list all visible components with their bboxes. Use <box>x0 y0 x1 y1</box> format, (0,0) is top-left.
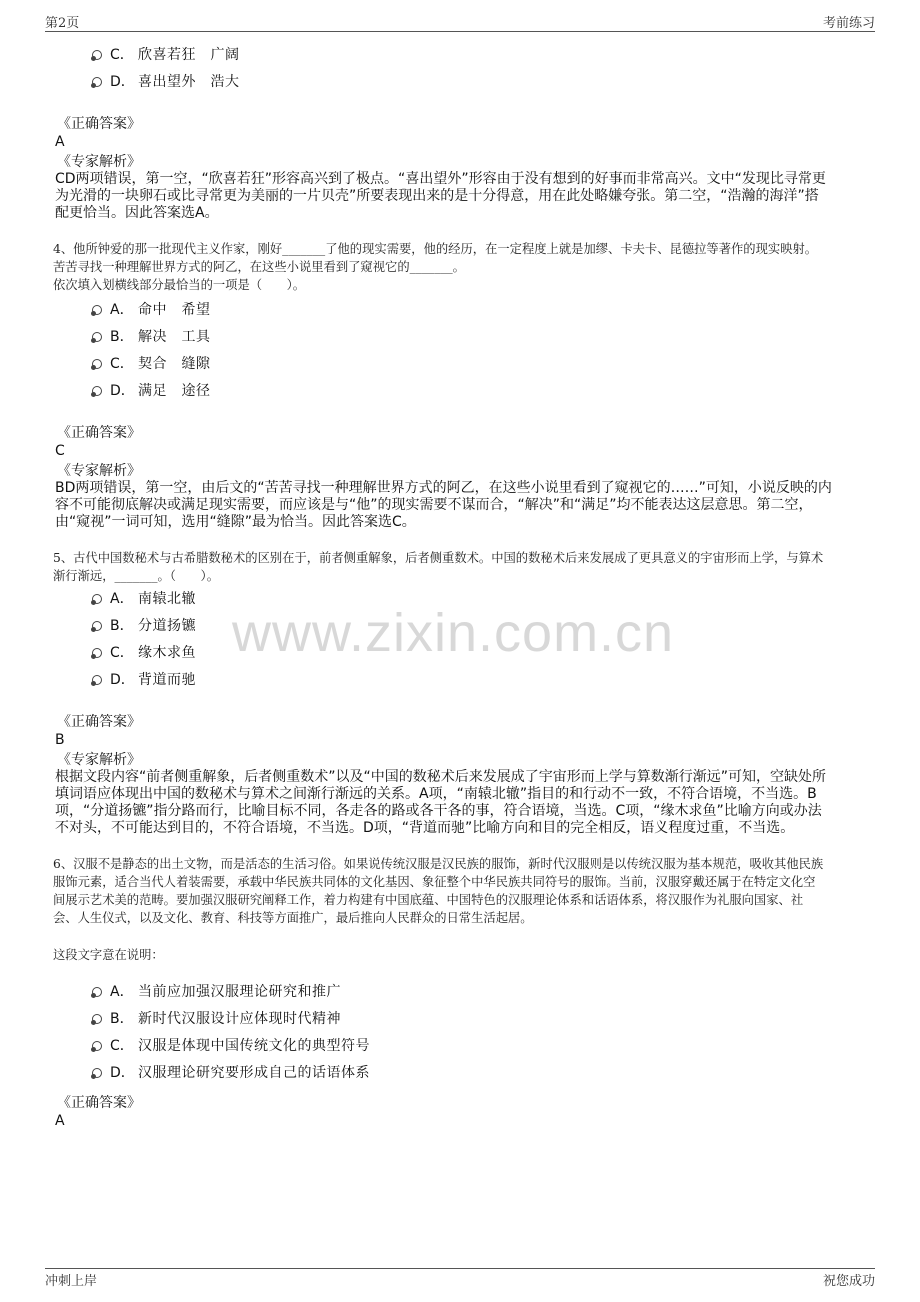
analysis-line: 容不可能彻底解决或满足现实需要，而应该是与“他”的现实需要不谋而合，“解决”和“满足”均不能表达这层意思。第二空， <box>55 497 813 513</box>
analysis-line: 项，“分道扬镳”指分路而行，比喻目标不同，各走各的路或各干各的事，符合语境，当选。C项，“缘木求鱼”比喻方向或办法 <box>55 803 822 819</box>
analysis-line: 不对头，不可能达到目的，不符合语境，不当选。D项，“背道而驰”比喻方向和目的完全相反，语义程度过重，不当选。 <box>55 820 795 836</box>
stem-line: 渐行渐远，_______。（ ）。 <box>53 569 220 583</box>
radio-icon[interactable] <box>92 1014 102 1024</box>
option-q5-c[interactable] <box>92 643 196 663</box>
radio-icon[interactable] <box>92 987 102 997</box>
radio-icon[interactable] <box>92 648 102 658</box>
option-q4-a[interactable] <box>92 300 211 320</box>
footer-left-text: 冲刺上岸 <box>45 1274 98 1289</box>
prompt-line: 这段文字意在说明： <box>53 948 164 962</box>
option-text: 背道而驰 <box>138 672 196 688</box>
option-q6-b[interactable] <box>92 1009 341 1029</box>
stem-line: 依次填入划横线部分最恰当的一项是（ ）。 <box>53 278 306 292</box>
option-text: 新时代汉服设计应体现时代精神 <box>138 1011 341 1027</box>
option-text: 分道扬镳 <box>138 618 196 634</box>
analysis-label: 《专家解析》 <box>57 463 141 479</box>
option-q6-a[interactable] <box>92 982 341 1002</box>
stem-line: 服饰元素，适合当代人着装需要，承载中华民族共同体的文化基因、象征整个中华民族共同符号的服饰。当前，汉服穿戴还属于在特定文化空 <box>53 875 816 889</box>
stem-line: 苦苦寻找一种理解世界方式的阿乙，在这些小说里看到了窥视它的_______。 <box>53 260 465 274</box>
analysis-text <box>55 171 867 222</box>
analysis-line: 根据文段内容“前者侧重解象，后者侧重数术”以及“中国的数秘术后来发展成了宇宙形而上学与算数渐行渐远”可知，空缺处所 <box>55 769 827 785</box>
radio-icon[interactable] <box>92 1068 102 1078</box>
option-text: 当前应加强汉服理论研究和推广 <box>138 984 341 1000</box>
answer-value: C <box>55 443 65 459</box>
option-q4-d[interactable] <box>92 381 211 401</box>
option-q6-c[interactable] <box>92 1036 370 1056</box>
question-6-stem <box>53 855 868 927</box>
stem-line: 间展示艺术美的范畴。要加强汉服研究阐释工作，着力构建有中国底蕴、中国特色的汉服理论体系和话语体系，将汉服作为礼服向国家、社 <box>53 893 804 907</box>
header-divider <box>45 31 875 32</box>
analysis-line: 由“窥视”一词可知，选用“缝隙”最为恰当。因此答案选C。 <box>55 514 416 530</box>
stem-line: 4、他所钟爱的那一批现代主义作家，刚好_______了他的现实需要，他的经历，在一定程度上就是加缪、卡夫卡、昆德拉等著作的现实映射。 <box>53 242 818 256</box>
option-q5-a[interactable] <box>92 589 196 609</box>
radio-icon[interactable] <box>92 50 102 60</box>
question-4-stem <box>53 240 868 294</box>
answer-label: 《正确答案》 <box>57 425 141 441</box>
analysis-line: CD两项错误，第一空，“欣喜若狂”形容高兴到了极点。“喜出望外”形容由于没有想到的好事而非常高兴。文中“发现比寻常更 <box>55 171 826 187</box>
option-text: 南辕北辙 <box>138 591 196 607</box>
option-q5-d[interactable] <box>92 670 196 690</box>
page-footer <box>45 1270 875 1290</box>
radio-icon[interactable] <box>92 594 102 604</box>
option-text: 汉服理论研究要形成自己的话语体系 <box>138 1065 370 1081</box>
analysis-text <box>55 769 867 837</box>
option-letter: C． <box>110 645 134 661</box>
answer-label: 《正确答案》 <box>57 1095 141 1111</box>
option-q3-d[interactable] <box>92 72 240 92</box>
answer-value: A <box>55 1113 65 1129</box>
stem-line: 6、汉服不是静态的出土文物，而是活态的生活习俗。如果说传统汉服是汉民族的服饰，新时代汉服则是以传统汉服为基本规范，吸收其他民族 <box>53 857 824 871</box>
question-6-prompt <box>53 946 868 964</box>
radio-icon[interactable] <box>92 675 102 685</box>
radio-icon[interactable] <box>92 77 102 87</box>
option-text: 满足 途径 <box>138 383 211 399</box>
answer-value: A <box>55 134 65 150</box>
option-letter: D． <box>110 74 135 90</box>
answer-value: B <box>55 732 65 748</box>
option-text: 缘木求鱼 <box>138 645 196 661</box>
option-letter: D． <box>110 383 135 399</box>
option-text: 命中 希望 <box>138 302 211 318</box>
footer-divider <box>45 1268 875 1269</box>
option-letter: A． <box>110 984 134 1000</box>
option-letter: B． <box>110 329 134 345</box>
option-letter: A． <box>110 591 134 607</box>
option-letter: C． <box>110 1038 134 1054</box>
option-letter: C． <box>110 47 134 63</box>
analysis-line: 填词语应体现出中国的数秘术与算术之间渐行渐远的关系。A项，“南辕北辙”指目的和行动不一致，不符合语境，不当选。B <box>55 786 817 802</box>
option-letter: D． <box>110 1065 135 1081</box>
analysis-label: 《专家解析》 <box>57 154 141 170</box>
option-letter: D． <box>110 672 135 688</box>
option-text: 喜出望外 浩大 <box>138 74 240 90</box>
answer-label: 《正确答案》 <box>57 714 141 730</box>
option-q4-b[interactable] <box>92 327 211 347</box>
option-q3-c[interactable] <box>92 45 240 65</box>
analysis-line: BD两项错误，第一空，由后文的“苦苦寻找一种理解世界方式的阿乙，在这些小说里看到了窥视它的……”可知，小说反映的内 <box>55 480 832 496</box>
option-letter: B． <box>110 618 134 634</box>
option-letter: B． <box>110 1011 134 1027</box>
option-q6-d[interactable] <box>92 1063 370 1083</box>
radio-icon[interactable] <box>92 359 102 369</box>
radio-icon[interactable] <box>92 386 102 396</box>
option-letter: C． <box>110 356 134 372</box>
option-text: 汉服是体现中国传统文化的典型符号 <box>138 1038 370 1054</box>
header-title: 考前练习 <box>822 16 875 31</box>
radio-icon[interactable] <box>92 621 102 631</box>
stem-line: 5、古代中国数秘术与古希腊数秘术的区别在于，前者侧重解象，后者侧重数术。中国的数秘术后来发展成了更具意义的宇宙形而上学，与算术 <box>53 551 824 565</box>
footer-right-text: 祝您成功 <box>822 1274 875 1289</box>
radio-icon[interactable] <box>92 305 102 315</box>
option-text: 解决 工具 <box>138 329 211 345</box>
stem-line: 会、人生仪式，以及文化、教育、科技等方面推广，最后推向人民群众的日常生活起居。 <box>53 911 533 925</box>
answer-label: 《正确答案》 <box>57 116 141 132</box>
option-q4-c[interactable] <box>92 354 211 374</box>
analysis-label: 《专家解析》 <box>57 752 141 768</box>
page-header <box>45 12 875 32</box>
radio-icon[interactable] <box>92 332 102 342</box>
watermark: www.zixin.com.cn <box>232 603 675 663</box>
page-number: 第2页 <box>45 16 80 31</box>
option-letter: A． <box>110 302 134 318</box>
option-q5-b[interactable] <box>92 616 196 636</box>
question-5-stem <box>53 549 868 585</box>
analysis-text <box>55 480 867 531</box>
analysis-line: 配更恰当。因此答案选A。 <box>55 205 219 221</box>
radio-icon[interactable] <box>92 1041 102 1051</box>
option-text: 欣喜若狂 广阔 <box>138 47 240 63</box>
analysis-line: 为光滑的一块卵石或比寻常更为美丽的一片贝壳”所要表现出来的是十分得意，用在此处略嫌夸张。第二空，“浩瀚的海洋”搭 <box>55 188 819 204</box>
option-text: 契合 缝隙 <box>138 356 211 372</box>
